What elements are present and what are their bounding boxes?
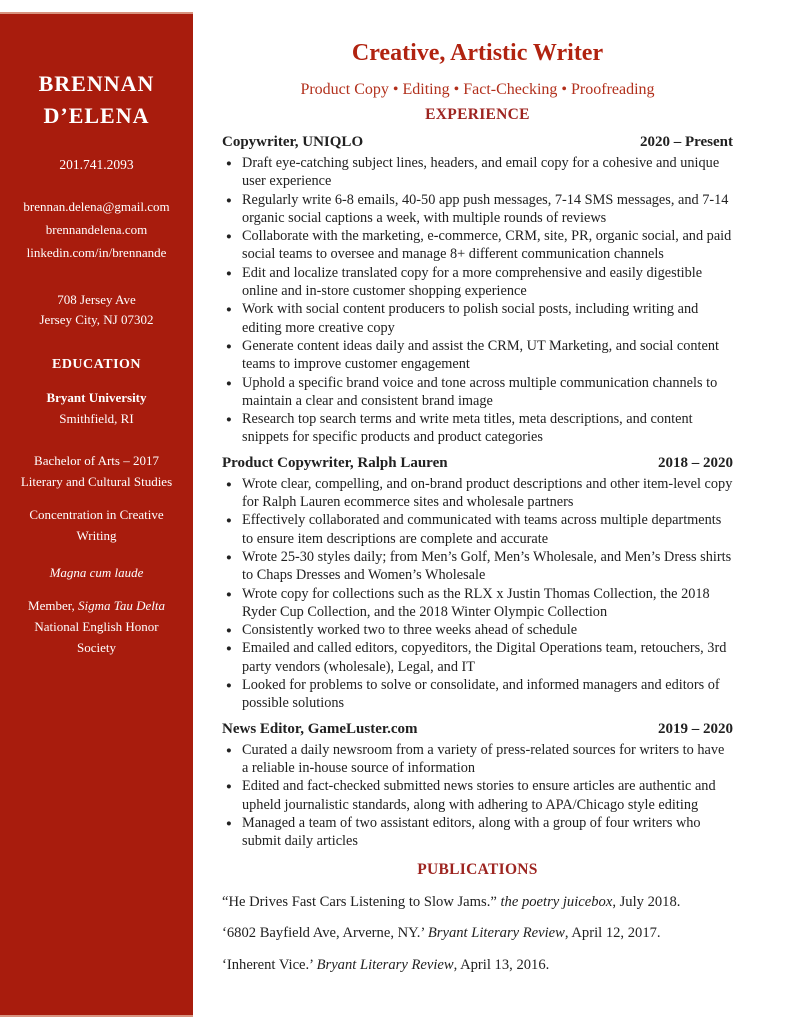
job-header-uniqlo (222, 132, 733, 152)
bullet-item: ● Work with social content producers to polish social posts, including writing and editing more creative copy (222, 300, 733, 337)
publication-title: “He Drives Fast Cars Listening to Slow Jams.” (222, 893, 501, 910)
school-name: Bryant University (46, 390, 147, 405)
sidebar (0, 12, 193, 1017)
job-dates: 2020 – Present (639, 134, 733, 150)
publication-date: , April 12, 2017. (564, 925, 661, 942)
education-heading: EDUCATION (51, 357, 142, 372)
name-line1: BRENNAN (38, 71, 155, 96)
membership-society-name: Sigma Tau Delta (78, 598, 165, 613)
publication-title: ‘6802 Bayfield Ave, Arverne, NY.’ (222, 925, 428, 942)
address-line2: Jersey City, NJ 07302 (39, 312, 154, 327)
bullet-item: ● Wrote clear, compelling, and on-brand product descriptions and other item-level copy for Ralph Lauren ecommerce sites and wholesale partners (222, 475, 733, 512)
honors: Magna cum laude (49, 565, 144, 580)
linkedin-url: linkedin.com/in/brennande (26, 245, 167, 260)
bullet-item: ● Edit and localize translated copy for a more comprehensive and easily digestible online and in-store customer shopping experience (222, 264, 733, 301)
bullet-item: ● Consistently worked two to three weeks ahead of schedule (222, 621, 733, 639)
bullet-item: ● Research top search terms and write meta titles, meta descriptions, and content snippets for specific products and product categories (222, 410, 733, 447)
address-line1: 708 Jersey Ave (57, 292, 136, 307)
membership (12, 595, 181, 658)
bullet-item: ● Generate content ideas daily and assist the CRM, UT Marketing, and social content teams to improve customer engagement (222, 337, 733, 374)
bullet-item: ● Edited and fact-checked submitted news stories to ensure articles are authentic and upheld journalistic standards, along with adhering to APA/Chicago style editing (222, 777, 733, 814)
resume-subtitle: Product Copy • Editing • Fact-Checking • Proofreading (300, 81, 655, 98)
bullet-item: ● Collaborate with the marketing, e-commerce, CRM, site, PR, organic social, and paid social teams to oversee and manage 8+ different communication channels (222, 227, 733, 264)
publications-list (222, 893, 733, 975)
name-line2: D’ELENA (43, 103, 150, 128)
degree: Bachelor of Arts – 2017 Literary and Cultural Studies (20, 453, 173, 489)
job-bullets-uniqlo (222, 154, 733, 447)
main-content (193, 0, 800, 1030)
bullet-item: ● Effectively collaborated and communicated with teams across multiple departments to ensure item descriptions are complete and accurate (222, 511, 733, 548)
publications-heading: PUBLICATIONS (417, 861, 538, 879)
publication-item (222, 956, 733, 975)
job-header-ralph-lauren (222, 453, 733, 473)
resume-title: Creative, Artistic Writer (351, 40, 604, 66)
membership-prefix: Member, (28, 598, 79, 613)
publication-item (222, 893, 733, 912)
publication-source: the poetry juicebox (500, 893, 613, 910)
education-school (12, 387, 181, 429)
bullet-item: ● Curated a daily newsroom from a variety of press-related sources for writers to have a reliable in-house source of information (222, 741, 733, 778)
phone-number: 201.741.2093 (59, 157, 134, 172)
email-address: brennan.delena@gmail.com (23, 199, 170, 214)
experience-heading: EXPERIENCE (425, 106, 530, 123)
publication-date: , April 13, 2016. (453, 956, 550, 973)
website-url: brennandelena.com (45, 222, 148, 237)
job-dates: 2018 – 2020 (658, 454, 733, 471)
concentration: Concentration in Creative Writing (29, 507, 164, 543)
bullet-item: ● Wrote 25-30 styles daily; from Men’s Golf, Men’s Wholesale, and Men’s Dress shirts to Chaps Dresses and Women’s Wholesale (222, 548, 733, 585)
school-location: Smithfield, RI (59, 411, 134, 426)
job-header-gameluster (222, 719, 733, 739)
job-title: Product Copywriter, Ralph Lauren (222, 454, 448, 471)
publication-item (222, 924, 733, 943)
job-title: Copywriter, UNIQLO (222, 134, 364, 150)
publication-date: , July 2018. (612, 893, 681, 910)
membership-rest: National English Honor Society (34, 619, 159, 655)
job-title: News Editor, GameLuster.com (222, 720, 418, 737)
job-bullets-ralph-lauren (222, 475, 733, 713)
bullet-item: ● Emailed and called editors, copyeditors, the Digital Operations team, retouchers, 3rd party vendors (wholesale), Legal, and IT (222, 639, 733, 676)
name-heading (12, 68, 181, 132)
publication-source: Bryant Literary Review (427, 925, 565, 942)
mailing-address (12, 290, 181, 330)
job-bullets-gameluster (222, 741, 733, 851)
bullet-item: ● Regularly write 6-8 emails, 40-50 app push messages, 7-14 SMS messages, and 7-14 organic social captions a week, with multiple rounds of reviews (222, 191, 733, 228)
bullet-item: ● Managed a team of two assistant editors, along with a group of four writers who submit daily articles (222, 814, 733, 851)
bullet-item: ● Looked for problems to solve or consolidate, and informed managers and editors of possible solutions (222, 676, 733, 713)
publication-source: Bryant Literary Review (316, 956, 454, 973)
bullet-item: ● Wrote copy for collections such as the RLX x Justin Thomas Collection, the 2018 Ryder Cup Collection, and the 2018 Winter Olympic Collection (222, 585, 733, 622)
bullet-item: ● Draft eye-catching subject lines, headers, and email copy for a cohesive and unique user experience (222, 154, 733, 191)
job-dates: 2019 – 2020 (658, 720, 733, 737)
publication-title: ‘Inherent Vice.’ (222, 956, 317, 973)
bullet-item: ● Uphold a specific brand voice and tone across multiple communication channels to maintain a clear and consistent brand image (222, 374, 733, 411)
